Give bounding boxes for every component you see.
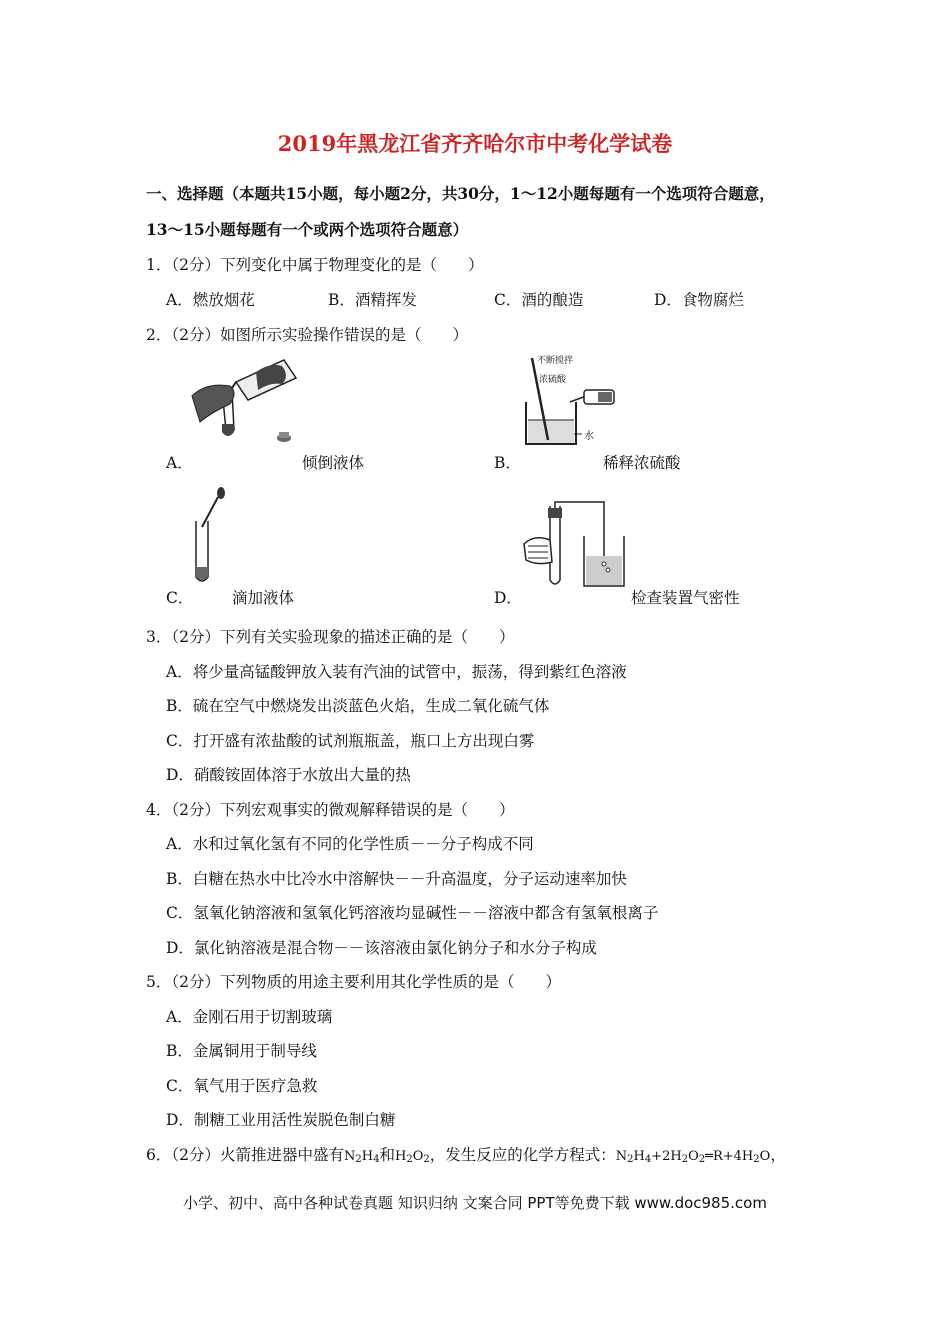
formula-h2o2: $H_2O_2$ [394,1149,430,1165]
question-5-option-b: B．金属铜用于制导线 [166,1042,317,1060]
figure-pouring-liquid [186,352,306,452]
question-2-option-b-letter: B． [494,454,521,472]
question-4-option-c: C．氢氧化钠溶液和氢氧化钙溶液均显碱性－－溶液中都含有氢氧根离子 [166,904,659,922]
question-6-and: 和 [379,1146,395,1164]
question-2-option-a-caption: 倾倒液体 [302,454,365,472]
question-2-option-a-letter: A． [166,454,193,472]
question-1-stem: 1．（2分）下列变化中属于物理变化的是（ ） [146,256,484,274]
question-2-option-c-caption: 滴加液体 [232,589,295,607]
question-6-stem-prefix: 6．（2分）火箭推进器中盛有 [146,1146,344,1164]
question-4-option-b: B．白糖在热水中比冷水中溶解快－－升高温度，分子运动速率加快 [166,870,627,888]
question-5-stem: 5．（2分）下列物质的用途主要利用其化学性质的是（ ） [146,973,561,991]
section-heading-line2: 13～15小题每题有一个或两个选项符合题意） [146,220,469,239]
figure-dropping-liquid [186,487,236,587]
question-2-option-d-letter: D． [494,589,522,607]
question-6-stem [146,1143,786,1165]
figure-b-label-water: 水 [584,431,594,442]
question-1-option-b: B．酒精挥发 [328,291,417,309]
question-3-stem: 3．（2分）下列有关实验现象的描述正确的是（ ） [146,628,515,646]
page-footer: 小学、初中、高中各种试卷真题 知识归纳 文案合同 PPT等免费下载 www.doc985.com [183,1194,767,1212]
figure-b-label-acid: 浓硫酸 [539,375,567,385]
question-3-option-c: C．打开盛有浓盐酸的试剂瓶瓶盖，瓶口上方出现白雾 [166,732,535,750]
question-2-stem: 2．（2分）如图所示实验操作错误的是（ ） [146,326,468,344]
figure-checking-airtightness [520,500,630,590]
question-1-option-c: C．酒的酿造 [494,291,584,309]
figure-b-label-stir: 不断搅拌 [537,356,574,366]
question-6-stem-end: ， [770,1146,786,1164]
question-1-option-a: A．燃放烟花 [166,291,255,309]
question-3-option-b: B．硫在空气中燃烧发出淡蓝色火焰，生成二氧化硫气体 [166,697,550,715]
page-title: 2019年黑龙江省齐齐哈尔市中考化学试卷 [277,131,673,156]
formula-n2h4: $N_2H_4$ [343,1149,380,1165]
question-1-option-d: D．食物腐烂 [654,291,744,309]
reaction-equation: $N_2H_4+2H_2O_2═R+4H_2O$ [615,1149,771,1165]
question-4-option-d: D．氯化钠溶液是混合物－－该溶液由氯化钠分子和水分子构成 [166,939,597,957]
question-5-option-d: D．制糖工业用活性炭脱色制白糖 [166,1111,396,1129]
question-6-stem-mid: ，发生反应的化学方程式： [429,1146,616,1164]
question-5-option-c: C．氧气用于医疗急救 [166,1077,318,1095]
question-2-option-b-caption: 稀释浓硫酸 [603,454,681,472]
section-heading-line1: 一、选择题（本题共15小题，每小题2分，共30分，1～12小题每题有一个选项符合题意， [146,184,775,203]
question-2-option-c-letter: C． [166,589,194,607]
question-4-option-a: A．水和过氧化氢有不同的化学性质－－分子构成不同 [166,835,534,853]
question-2-option-d-caption: 检查装置气密性 [631,589,740,607]
question-4-stem: 4．（2分）下列宏观事实的微观解释错误的是（ ） [146,801,515,819]
question-5-option-a: A．金刚石用于切割玻璃 [166,1008,333,1026]
question-3-option-d: D．硝酸铵固体溶于水放出大量的热 [166,766,411,784]
question-3-option-a: A．将少量高锰酸钾放入装有汽油的试管中，振荡，得到紫红色溶液 [166,663,627,681]
